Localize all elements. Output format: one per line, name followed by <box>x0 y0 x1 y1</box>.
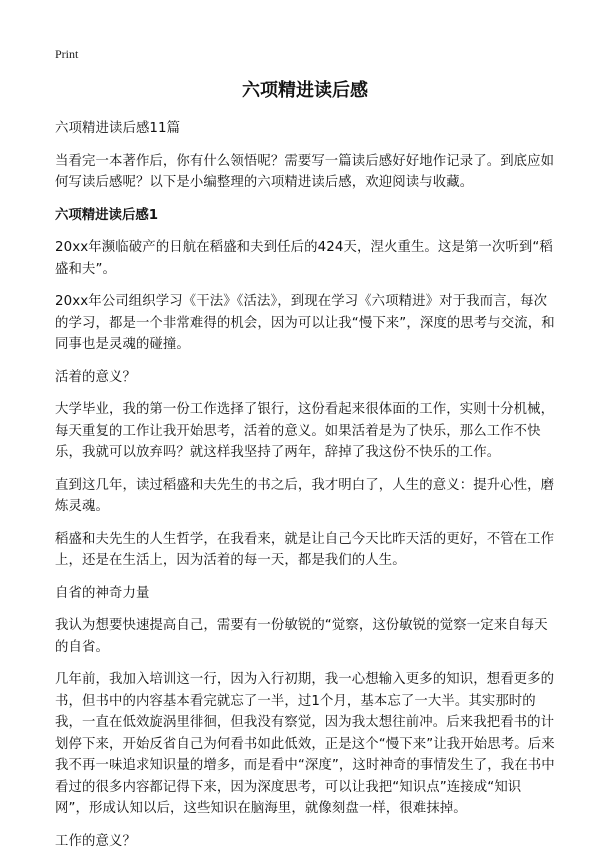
subsection-heading: 活着的意义？ <box>55 369 136 385</box>
paragraph: 我认为想要快速提高自己，需要有一份敏锐的“觉察，这份敏锐的觉察一定来自每天的自省。 <box>55 618 548 655</box>
paragraph: 20xx年濒临破产的日航在稻盛和夫到任后的424天，涅火重生。这是第一次听到“稻盛和夫”。 <box>55 240 553 277</box>
intro-paragraph: 当看完一本著作后，你有什么领悟呢？需要写一篇读后感好好地作记录了。到底应如何写读后感呢？以下是小编整理的六项精进读后感，欢迎阅读与收藏。 <box>55 153 555 190</box>
print-link[interactable]: Print <box>55 47 79 61</box>
section-heading: 六项精进读后感1 <box>55 207 159 223</box>
paragraph: 几年前，我加入培训这一行，因为入行初期，我一心想输入更多的知识，想看更多的书，但书中的内容基本看完就忘了一半，过1个月，基本忘了一大半。其实那时的我，一直在低效旋涡里徘徊，但我没有察觉，因为我太想往前冲。后来我把看书的计划停下来，开始反省自己为何看书如此低效，正是这个“慢下来”让我开始思考。后来我不再一味追求知识量的增多，而是看中“深度”，这时神奇的事情发生了，我在书中看过的很多内容都记得下来，因为深度思考，可以让我把“知识点”连接成“知识网”，形成认知以后，这些知识在脑海里，就像刻盘一样，很难抹掉。 <box>55 672 555 816</box>
paragraph: 稻盛和夫先生的人生哲学，在我看来，就是让自己今天比昨天活的更好，不管在工作上，还是在生活上，因为活着的每一天，都是我们的人生。 <box>55 531 555 568</box>
subsection-heading: 自省的神奇力量 <box>55 585 150 601</box>
paragraph: 大学毕业，我的第一份工作选择了银行，这份看起来很体面的工作，实则十分机械，每天重复的工作让我开始思考，活着的意义。如果活着是为了快乐，那么工作不快乐，我就可以放弃吗？就这样我坚持了两年，辞掉了我这份不快乐的工作。 <box>55 402 555 460</box>
article-body <box>55 118 555 863</box>
paragraph: 20xx年公司组织学习《干法》《活法》，到现在学习《六项精进》对于我而言，每次的学习，都是一个非常难得的机会，因为可以让我“慢下来”，深度的思考与交流，和同事也是灵魂的碰撞。 <box>55 294 555 352</box>
paragraph: 直到这几年，读过稻盛和夫先生的书之后，我才明白了，人生的意义：提升心性，磨炼灵魂。 <box>55 477 555 514</box>
subsection-heading: 工作的意义？ <box>55 833 136 849</box>
page-title: 六项精进读后感 <box>242 80 368 101</box>
article-subtitle: 六项精进读后感11篇 <box>55 121 181 136</box>
